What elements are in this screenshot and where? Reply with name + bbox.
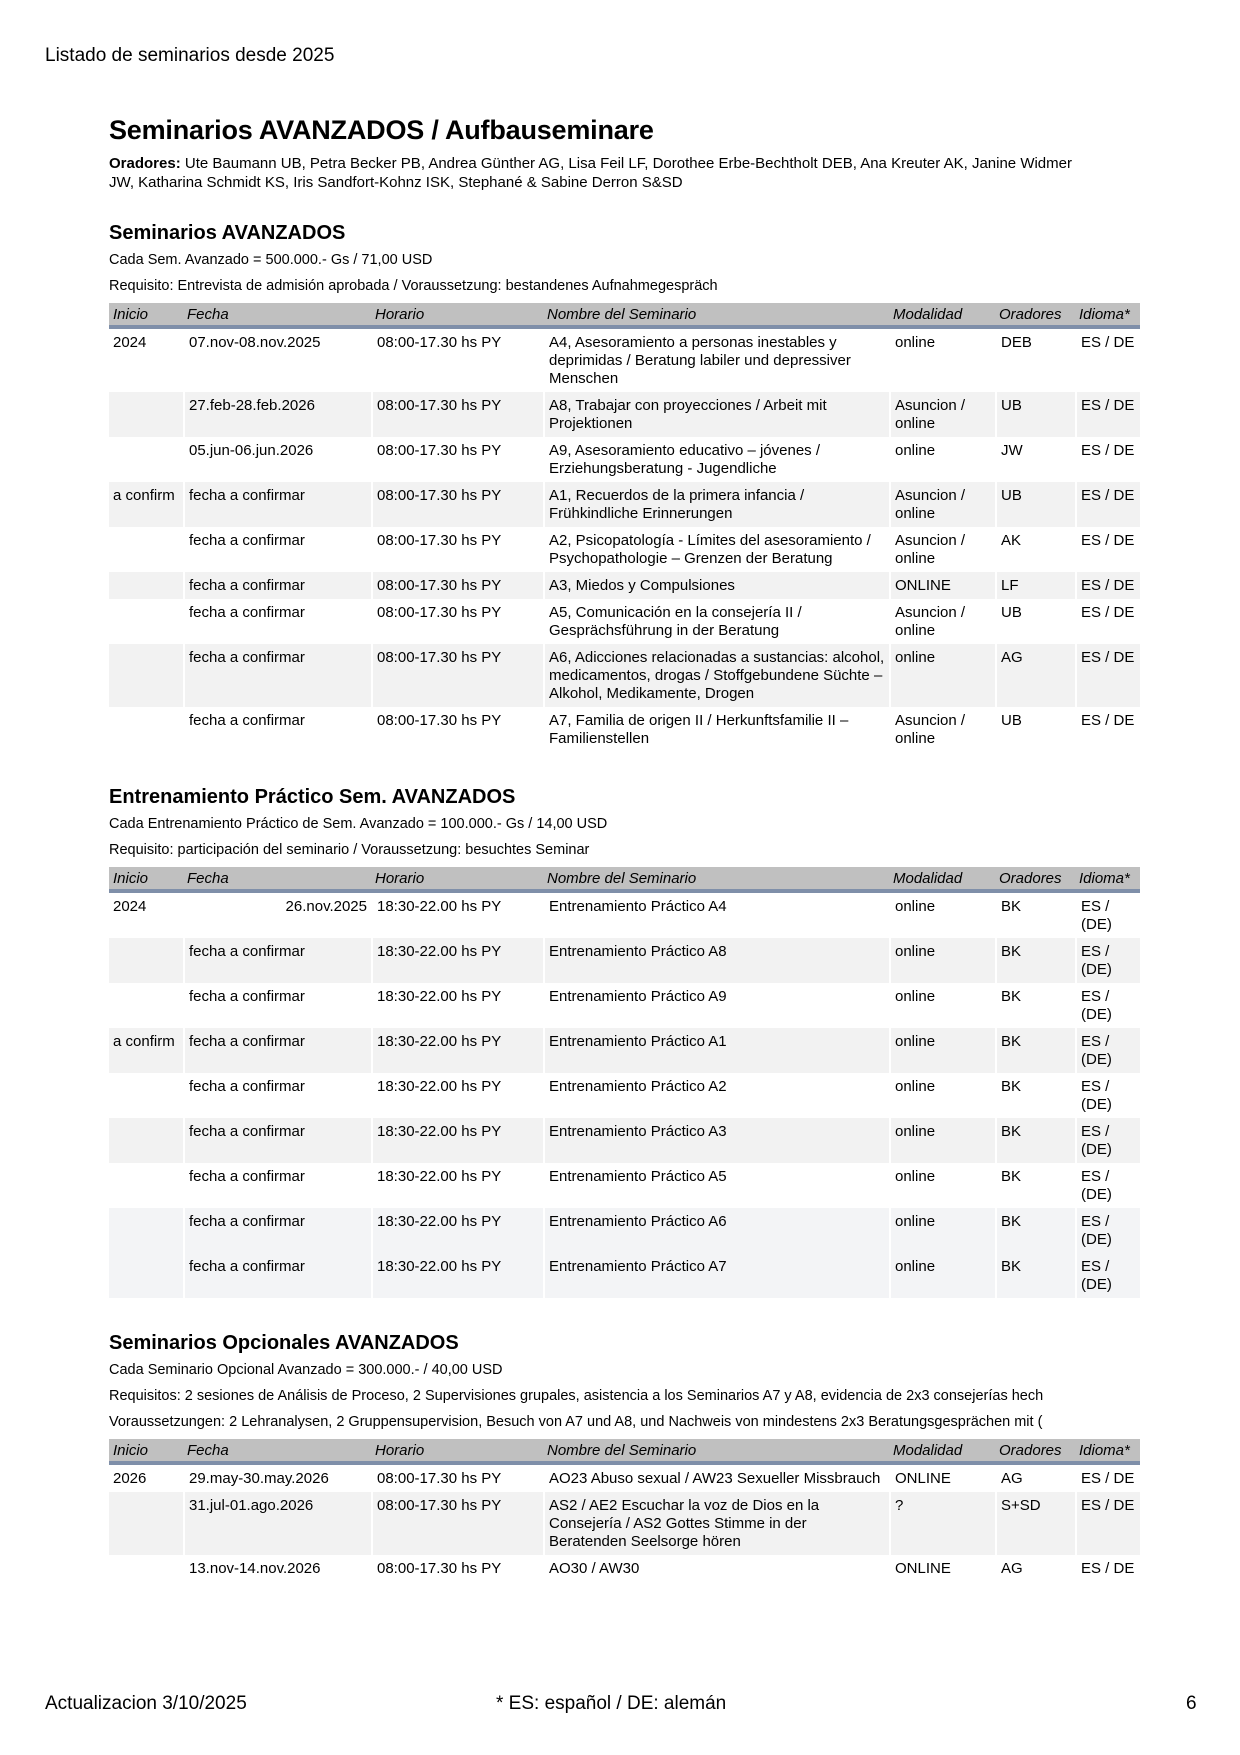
cell-inicio — [109, 1163, 183, 1208]
cell-nombre: A5, Comunicación en la consejería II / Gesprächsführung in der Beratung — [549, 604, 802, 639]
cell-nombre: A6, Adicciones relacionadas a sustancias: alcohol, medicamentos, drogas / Stoffgebundene Süchte – Alkohol, Medikamente, Drogen — [543, 644, 889, 707]
cell-oradores: UB — [1001, 604, 1022, 621]
col-idioma: Idioma* — [1075, 303, 1140, 329]
table-header-row — [109, 303, 1140, 329]
cell-oradores: BK — [1001, 1078, 1022, 1095]
col-horario: Horario — [371, 1439, 543, 1465]
table-row — [109, 437, 1140, 482]
cell-idioma: ES / DE — [1075, 1492, 1140, 1555]
cell-inicio — [109, 644, 183, 707]
cell-fecha: fecha a confirmar — [189, 604, 305, 621]
cell-inicio — [109, 527, 183, 572]
table-row — [109, 1555, 1140, 1582]
col-modalidad: Modalidad — [889, 867, 995, 893]
cell-idioma: ES / (DE) — [1075, 1208, 1140, 1253]
cell-horario: 08:00-17.30 hs PY — [377, 604, 502, 621]
cell-fecha: fecha a confirmar — [183, 482, 371, 527]
cell-horario: 08:00-17.30 hs PY — [371, 482, 543, 527]
col-inicio: Inicio — [109, 303, 183, 329]
table-row — [109, 893, 1140, 938]
cell-horario: 18:30-22.00 hs PY — [377, 1078, 502, 1095]
cell-nombre: Entrenamiento Práctico A7 — [543, 1253, 889, 1298]
cell-oradores: BK — [995, 1118, 1075, 1163]
cell-modalidad: online — [889, 1253, 995, 1298]
cell-inicio — [109, 1073, 183, 1118]
optional-seminar-table — [109, 1439, 1140, 1582]
cell-horario: 18:30-22.00 hs PY — [371, 1208, 543, 1253]
cell-nombre: Entrenamiento Práctico A6 — [543, 1208, 889, 1253]
document-content — [109, 115, 1140, 1616]
cell-fecha: 26.nov.2025 — [285, 898, 367, 915]
cell-horario: 18:30-22.00 hs PY — [377, 988, 502, 1005]
cell-fecha: 29.may-30.may.2026 — [189, 1470, 329, 1487]
speakers-list — [109, 154, 1099, 192]
cell-fecha: 27.feb-28.feb.2026 — [183, 392, 371, 437]
section-requirement: Requisitos: 2 sesiones de Análisis de Proceso, 2 Supervisiones grupales, asistencia a los Seminarios A7 y A8, evidencia de 2x3 consejerías hech — [109, 1388, 1044, 1404]
cell-idioma: ES / (DE) — [1081, 1168, 1112, 1203]
cell-inicio — [109, 707, 183, 752]
cell-nombre: A2, Psicopatología - Límites del asesoramiento / Psychopathologie – Grenzen der Beratung — [549, 532, 871, 567]
cell-modalidad: online — [895, 898, 936, 915]
table-row — [109, 938, 1140, 983]
col-oradores: Oradores — [995, 867, 1075, 893]
cell-horario: 08:00-17.30 hs PY — [377, 1560, 502, 1577]
cell-modalidad: online — [889, 938, 995, 983]
cell-idioma: ES / DE — [1081, 334, 1135, 351]
cell-oradores: UB — [995, 392, 1075, 437]
cell-horario: 18:30-22.00 hs PY — [371, 938, 543, 983]
cell-fecha: 13.nov-14.nov.2026 — [189, 1560, 321, 1577]
section-requirement: Requisito: participación del seminario / Voraussetzung: besuchtes Seminar — [109, 842, 590, 858]
cell-horario: 08:00-17.30 hs PY — [377, 1470, 502, 1487]
cell-oradores: UB — [995, 482, 1075, 527]
page-header: Listado de seminarios desde 2025 — [45, 45, 335, 66]
cell-oradores: BK — [1001, 898, 1022, 915]
col-oradores: Oradores — [995, 1439, 1075, 1465]
table-header-row — [109, 867, 1140, 893]
cell-idioma: ES / (DE) — [1075, 938, 1140, 983]
cell-horario: 08:00-17.30 hs PY — [371, 572, 543, 599]
col-nombre: Nombre del Seminario — [543, 867, 889, 893]
col-fecha: Fecha — [183, 867, 371, 893]
cell-modalidad: ONLINE — [895, 1470, 951, 1487]
cell-modalidad: online — [895, 988, 936, 1005]
cell-modalidad: online — [895, 1168, 936, 1185]
cell-nombre: A7, Familia de origen II / Herkunftsfamilie II – Familienstellen — [549, 712, 849, 747]
cell-oradores: BK — [1001, 1168, 1022, 1185]
cell-modalidad: online — [895, 1078, 936, 1095]
page-title: Seminarios AVANZADOS / Aufbauseminare — [109, 115, 654, 145]
cell-fecha: fecha a confirmar — [189, 988, 305, 1005]
table-header-row — [109, 1439, 1140, 1465]
table-row — [109, 527, 1140, 572]
cell-oradores: BK — [995, 1028, 1075, 1073]
cell-fecha: fecha a confirmar — [183, 1028, 371, 1073]
cell-fecha: fecha a confirmar — [189, 532, 305, 549]
footer-legend: * ES: español / DE: alemán — [496, 1693, 727, 1714]
cell-inicio — [109, 437, 183, 482]
cell-idioma: ES / DE — [1075, 644, 1140, 707]
cell-fecha: fecha a confirmar — [183, 1253, 371, 1298]
cell-modalidad: Asuncion / online — [889, 392, 995, 437]
col-fecha: Fecha — [183, 303, 371, 329]
cell-nombre: A3, Miedos y Compulsiones — [543, 572, 889, 599]
col-inicio: Inicio — [109, 1439, 183, 1465]
col-modalidad: Modalidad — [889, 303, 995, 329]
cell-oradores: BK — [995, 938, 1075, 983]
section-seminarios-avanzados — [109, 222, 1140, 752]
page-number: 6 — [1186, 1693, 1197, 1714]
cell-oradores: DEB — [1001, 334, 1032, 351]
section-price: Cada Entrenamiento Práctico de Sem. Avanzado = 100.000.- Gs / 14,00 USD — [109, 816, 608, 832]
cell-modalidad: ? — [889, 1492, 995, 1555]
cell-inicio: 2026 — [113, 1470, 147, 1487]
col-inicio: Inicio — [109, 867, 183, 893]
table-row — [109, 1465, 1140, 1492]
cell-nombre: Entrenamiento Práctico A9 — [549, 988, 727, 1005]
cell-oradores: AK — [1001, 532, 1022, 549]
cell-horario: 08:00-17.30 hs PY — [377, 532, 502, 549]
cell-modalidad: Asuncion / online — [895, 604, 966, 639]
cell-idioma: ES / DE — [1075, 392, 1140, 437]
cell-oradores: JW — [1001, 442, 1023, 459]
table-row — [109, 1492, 1140, 1555]
cell-nombre: Entrenamiento Práctico A4 — [549, 898, 727, 915]
cell-idioma: ES / DE — [1081, 604, 1135, 621]
cell-modalidad: online — [889, 1118, 995, 1163]
cell-inicio — [109, 1208, 183, 1253]
speakers-text: Ute Baumann UB, Petra Becker PB, Andrea Günther AG, Lisa Feil LF, Dorothee Erbe-Bechtholt DEB, Ana Kreuter AK, Janine Widmer JW, Katharina Schmidt KS, Iris Sandfort-Kohnz ISK, Stephané & Sabine Derron S&SD — [109, 155, 1072, 191]
cell-idioma: ES / (DE) — [1081, 898, 1112, 933]
cell-idioma: ES / DE — [1081, 532, 1135, 549]
section-price: Cada Seminario Opcional Avanzado = 300.000.- / 40,00 USD — [109, 1362, 503, 1378]
cell-inicio — [109, 392, 183, 437]
cell-modalidad: online — [895, 442, 936, 459]
cell-inicio — [109, 1555, 183, 1582]
cell-idioma: ES / (DE) — [1075, 1028, 1140, 1073]
table-row — [109, 707, 1140, 752]
cell-horario: 18:30-22.00 hs PY — [377, 1168, 502, 1185]
cell-inicio — [109, 1118, 183, 1163]
section-title: Seminarios Opcionales AVANZADOS — [109, 1332, 459, 1354]
cell-modalidad: ONLINE — [895, 1560, 951, 1577]
cell-idioma: ES / DE — [1081, 442, 1135, 459]
cell-modalidad: online — [895, 334, 936, 351]
cell-inicio: 2024 — [113, 334, 147, 351]
cell-idioma: ES / DE — [1075, 572, 1140, 599]
table-row — [109, 1118, 1140, 1163]
cell-horario: 08:00-17.30 hs PY — [371, 644, 543, 707]
cell-oradores: AG — [1001, 1560, 1023, 1577]
table-row — [109, 392, 1140, 437]
cell-oradores: AG — [1001, 1470, 1023, 1487]
table-row — [109, 1073, 1140, 1118]
cell-idioma: ES / (DE) — [1075, 1118, 1140, 1163]
cell-oradores: BK — [995, 1208, 1075, 1253]
cell-fecha: fecha a confirmar — [183, 572, 371, 599]
cell-nombre: Entrenamiento Práctico A3 — [543, 1118, 889, 1163]
table-row — [109, 983, 1140, 1028]
cell-nombre: AO30 / AW30 — [549, 1560, 640, 1577]
col-idioma: Idioma* — [1075, 1439, 1140, 1465]
table-row — [109, 482, 1140, 527]
cell-inicio — [109, 1253, 183, 1298]
col-oradores: Oradores — [995, 303, 1075, 329]
cell-horario: 08:00-17.30 hs PY — [377, 442, 502, 459]
cell-oradores: LF — [995, 572, 1075, 599]
cell-inicio — [109, 1492, 183, 1555]
cell-nombre: A8, Trabajar con proyecciones / Arbeit mit Projektionen — [543, 392, 889, 437]
speakers-label: Oradores: — [109, 155, 181, 172]
cell-nombre: Entrenamiento Práctico A1 — [543, 1028, 889, 1073]
cell-fecha: 05.jun-06.jun.2026 — [189, 442, 314, 459]
footer-updated: Actualizacion 3/10/2025 — [45, 1693, 247, 1714]
cell-nombre: A9, Asesoramiento educativo – jóvenes / Erziehungsberatung - Jugendliche — [549, 442, 820, 477]
cell-inicio — [109, 983, 183, 1028]
cell-oradores: S+SD — [995, 1492, 1075, 1555]
cell-horario: 08:00-17.30 hs PY — [377, 334, 502, 351]
section-entrenamiento-practico — [109, 786, 1140, 1298]
table-row — [109, 1208, 1140, 1253]
col-fecha: Fecha — [183, 1439, 371, 1465]
cell-idioma: ES / (DE) — [1075, 1253, 1140, 1298]
cell-fecha: fecha a confirmar — [189, 1168, 305, 1185]
cell-horario: 18:30-22.00 hs PY — [371, 1253, 543, 1298]
table-row — [109, 572, 1140, 599]
section-requirement: Requisito: Entrevista de admisión aprobada / Voraussetzung: bestandenes Aufnahmegespräch — [109, 278, 718, 294]
cell-fecha: fecha a confirmar — [183, 938, 371, 983]
cell-oradores: BK — [995, 1253, 1075, 1298]
cell-fecha: fecha a confirmar — [183, 1208, 371, 1253]
cell-horario: 08:00-17.30 hs PY — [371, 392, 543, 437]
section-price: Cada Sem. Avanzado = 500.000.- Gs / 71,00 USD — [109, 252, 433, 268]
cell-oradores: UB — [1001, 712, 1022, 729]
section-requirement-de: Voraussetzungen: 2 Lehranalysen, 2 Gruppensupervision, Besuch von A7 und A8, und Nachweis von mindestens 2x3 Beratungsgesprächen mit ( — [109, 1414, 1043, 1430]
cell-nombre: Entrenamiento Práctico A8 — [543, 938, 889, 983]
cell-idioma: ES / DE — [1081, 1470, 1135, 1487]
cell-inicio: a confirm — [109, 482, 183, 527]
cell-modalidad: Asuncion / online — [889, 482, 995, 527]
cell-modalidad: online — [889, 644, 995, 707]
cell-modalidad: Asuncion / online — [895, 532, 966, 567]
cell-horario: 18:30-22.00 hs PY — [371, 1118, 543, 1163]
cell-idioma: ES / DE — [1075, 482, 1140, 527]
col-horario: Horario — [371, 867, 543, 893]
cell-horario: 08:00-17.30 hs PY — [371, 1492, 543, 1555]
cell-idioma: ES / (DE) — [1081, 1078, 1112, 1113]
col-idioma: Idioma* — [1075, 867, 1140, 893]
col-modalidad: Modalidad — [889, 1439, 995, 1465]
cell-oradores: BK — [1001, 988, 1022, 1005]
training-table — [109, 867, 1140, 1298]
section-seminarios-opcionales — [109, 1332, 1140, 1582]
cell-horario: 18:30-22.00 hs PY — [377, 898, 502, 915]
seminar-table — [109, 303, 1140, 752]
cell-modalidad: online — [889, 1208, 995, 1253]
cell-nombre: Entrenamiento Práctico A5 — [549, 1168, 727, 1185]
table-row — [109, 1253, 1140, 1298]
cell-fecha: fecha a confirmar — [189, 712, 305, 729]
cell-inicio: a confirm — [109, 1028, 183, 1073]
cell-inicio — [109, 572, 183, 599]
cell-nombre: A1, Recuerdos de la primera infancia / Frühkindliche Erinnerungen — [543, 482, 889, 527]
cell-horario: 08:00-17.30 hs PY — [377, 712, 502, 729]
cell-inicio — [109, 599, 183, 644]
cell-nombre: AS2 / AE2 Escuchar la voz de Dios en la Consejería / AS2 Gottes Stimme in der Beratenden Seelsorge hören — [543, 1492, 889, 1555]
cell-modalidad: Asuncion / online — [895, 712, 966, 747]
cell-inicio: 2024 — [113, 898, 147, 915]
cell-modalidad: online — [889, 1028, 995, 1073]
cell-oradores: AG — [995, 644, 1075, 707]
cell-idioma: ES / (DE) — [1081, 988, 1112, 1023]
cell-modalidad: ONLINE — [889, 572, 995, 599]
col-nombre: Nombre del Seminario — [543, 303, 889, 329]
table-row — [109, 1028, 1140, 1073]
cell-fecha: fecha a confirmar — [189, 1078, 305, 1095]
col-horario: Horario — [371, 303, 543, 329]
cell-nombre: Entrenamiento Práctico A2 — [549, 1078, 727, 1095]
cell-idioma: ES / DE — [1081, 712, 1135, 729]
cell-inicio — [109, 938, 183, 983]
table-row — [109, 1163, 1140, 1208]
cell-fecha: 31.jul-01.ago.2026 — [183, 1492, 371, 1555]
cell-nombre: A4, Asesoramiento a personas inestables y deprimidas / Beratung labiler und depressiver Menschen — [549, 334, 851, 387]
table-row — [109, 644, 1140, 707]
table-row — [109, 329, 1140, 392]
cell-horario: 18:30-22.00 hs PY — [371, 1028, 543, 1073]
cell-nombre: AO23 Abuso sexual / AW23 Sexueller Missbrauch — [549, 1470, 881, 1487]
section-title: Seminarios AVANZADOS — [109, 222, 346, 244]
cell-fecha: fecha a confirmar — [183, 644, 371, 707]
section-title: Entrenamiento Práctico Sem. AVANZADOS — [109, 786, 516, 808]
table-row — [109, 599, 1140, 644]
cell-fecha: fecha a confirmar — [183, 1118, 371, 1163]
col-nombre: Nombre del Seminario — [543, 1439, 889, 1465]
cell-idioma: ES / DE — [1081, 1560, 1135, 1577]
cell-fecha: 07.nov-08.nov.2025 — [189, 334, 321, 351]
